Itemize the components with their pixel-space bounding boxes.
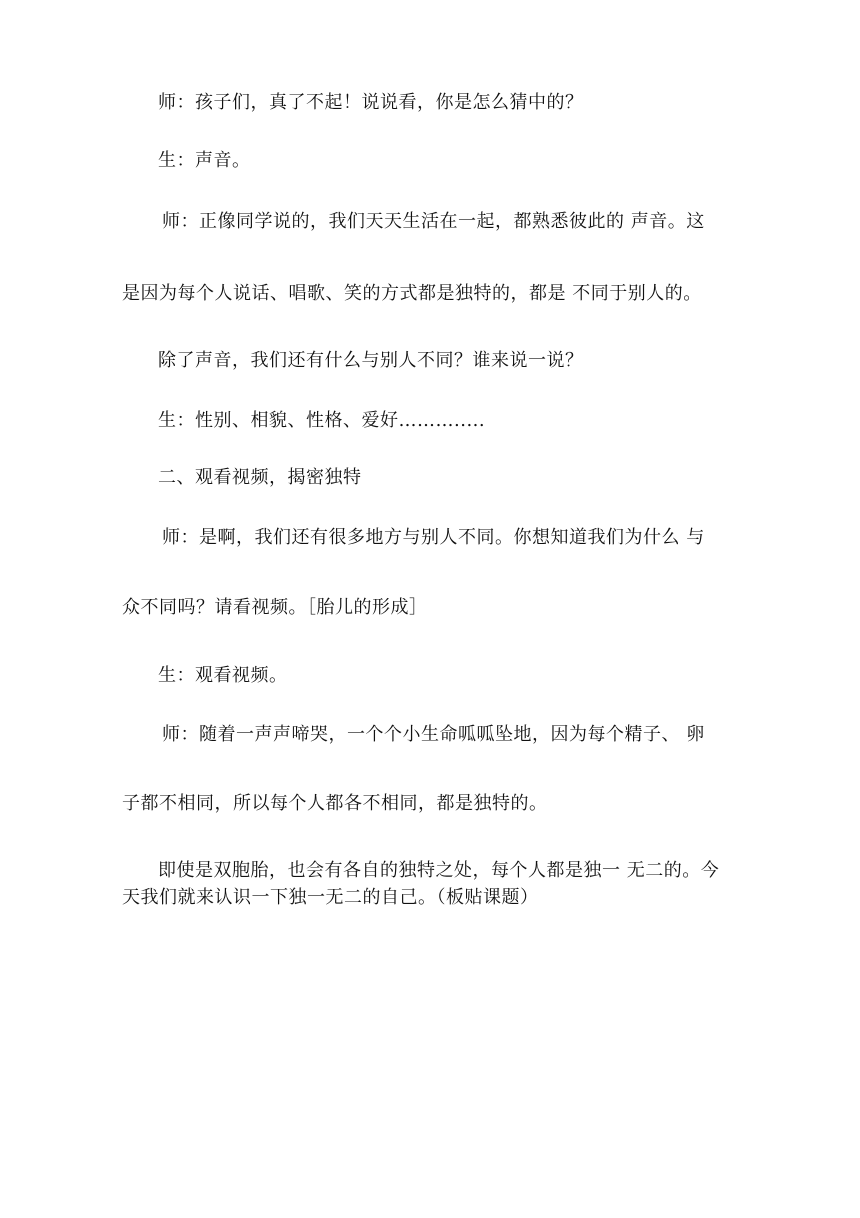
paragraph-other-differences: 除了声音，我们还有什么与别人不同？谁来说一说？ [158, 350, 584, 371]
paragraph-twins-line1: 即使是双胞胎，也会有各自的独特之处，每个人都是独一 无二的。今 [158, 860, 720, 881]
paragraph-student-watch: 生：观看视频。 [158, 665, 288, 686]
paragraph-teacher-video-line2: 众不同吗？请看视频。［胎儿的形成］ [122, 597, 428, 618]
paragraph-teacher-birth-line1: 师：随着一声声啼哭，一个个小生命呱呱坠地，因为每个精子、 卵 [162, 724, 705, 745]
paragraph-student-traits: 生：性别、相貌、性格、爱好………..... [158, 410, 486, 431]
paragraph-teacher-birth-line2: 子都不相同，所以每个人都各不相同，都是独特的。 [122, 793, 548, 814]
paragraph-twins-line2: 天我们就来认识一下独一无二的自己。（板贴课题） [122, 887, 539, 908]
paragraph-teacher-video-line1: 师：是啊，我们还有很多地方与别人不同。你想知道我们为什么 与 [162, 527, 705, 548]
paragraph-teacher-voice-line2: 是因为每个人说话、唱歌、笑的方式都是独特的，都是 不同于别人的。 [122, 283, 702, 304]
paragraph-teacher-question: 师：孩子们，真了不起！说说看，你是怎么猜中的？ [158, 92, 584, 113]
paragraph-student-answer-voice: 生：声音。 [158, 150, 251, 171]
paragraph-teacher-voice-line1: 师：正像同学说的，我们天天生活在一起，都熟悉彼此的 声音。这 [162, 211, 705, 232]
section-heading-video: 二、观看视频，揭密独特 [158, 467, 362, 488]
